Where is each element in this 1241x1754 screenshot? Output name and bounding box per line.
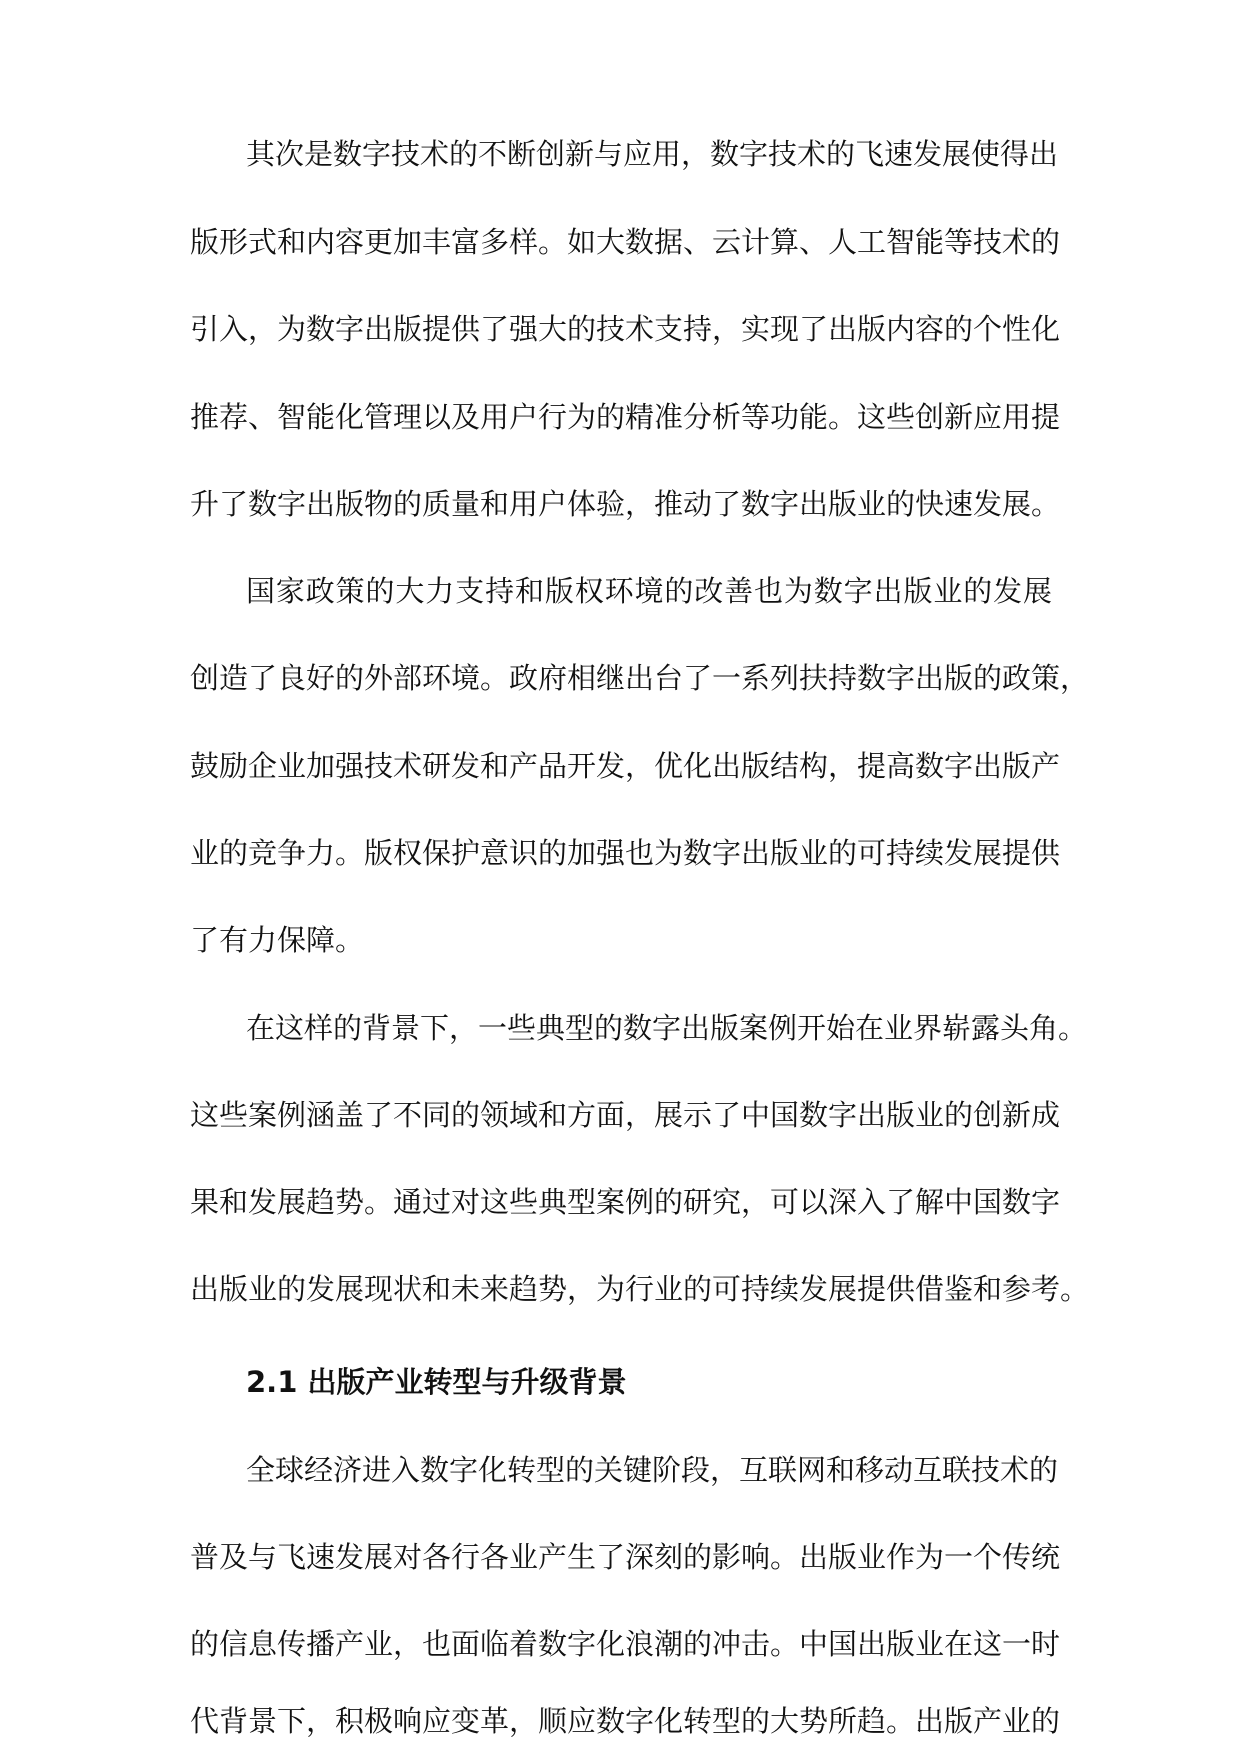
paragraph-3-line-2: 这些案例涵盖了不同的领域和方面，展示了中国数字出版业的创新成	[190, 1098, 1061, 1132]
paragraph-4-line-3: 的信息传播产业，也面临着数字化浪潮的冲击。中国出版业在这一时	[190, 1627, 1061, 1661]
paragraph-1-line-4: 推荐、智能化管理以及用户行为的精准分析等功能。这些创新应用提	[190, 400, 1061, 434]
paragraph-4-line-2: 普及与飞速发展对各行各业产生了深刻的影响。出版业作为一个传统	[190, 1540, 1061, 1574]
paragraph-3-line-3: 果和发展趋势。通过对这些典型案例的研究，可以深入了解中国数字	[190, 1185, 1061, 1219]
paragraph-3-line-1: 在这样的背景下，一些典型的数字出版案例开始在业界崭露头角。	[246, 1011, 1088, 1045]
paragraph-1-line-2: 版形式和内容更加丰富多样。如大数据、云计算、人工智能等技术的	[190, 225, 1061, 259]
paragraph-2-line-4: 业的竞争力。版权保护意识的加强也为数字出版业的可持续发展提供	[190, 836, 1061, 870]
paragraph-3-line-4: 出版业的发展现状和未来趋势，为行业的可持续发展提供借鉴和参考。	[190, 1272, 1090, 1306]
section-heading: 2.1 出版产业转型与升级背景	[246, 1365, 627, 1399]
paragraph-2-line-3: 鼓励企业加强技术研发和产品开发，优化出版结构，提高数字出版产	[190, 749, 1061, 783]
paragraph-1-line-1: 其次是数字技术的不断创新与应用，数字技术的飞速发展使得出	[246, 137, 1059, 171]
paragraph-2-line-1: 国家政策的大力支持和版权环境的改善也为数字出版业的发展	[246, 574, 1052, 608]
paragraph-1-line-3: 引入，为数字出版提供了强大的技术支持，实现了出版内容的个性化	[190, 312, 1061, 346]
paragraph-2-line-5: 了有力保障。	[190, 923, 365, 957]
paragraph-1-line-5: 升了数字出版物的质量和用户体验，推动了数字出版业的快速发展。	[190, 487, 1061, 521]
paragraph-4-line-1: 全球经济进入数字化转型的关键阶段，互联网和移动互联技术的	[246, 1453, 1059, 1487]
paragraph-4-line-4: 代背景下，积极响应变革，顺应数字化转型的大势所趋。出版产业的	[190, 1704, 1061, 1738]
paragraph-2-line-2: 创造了良好的外部环境。政府相继出台了一系列扶持数字出版的政策，	[190, 661, 1090, 695]
